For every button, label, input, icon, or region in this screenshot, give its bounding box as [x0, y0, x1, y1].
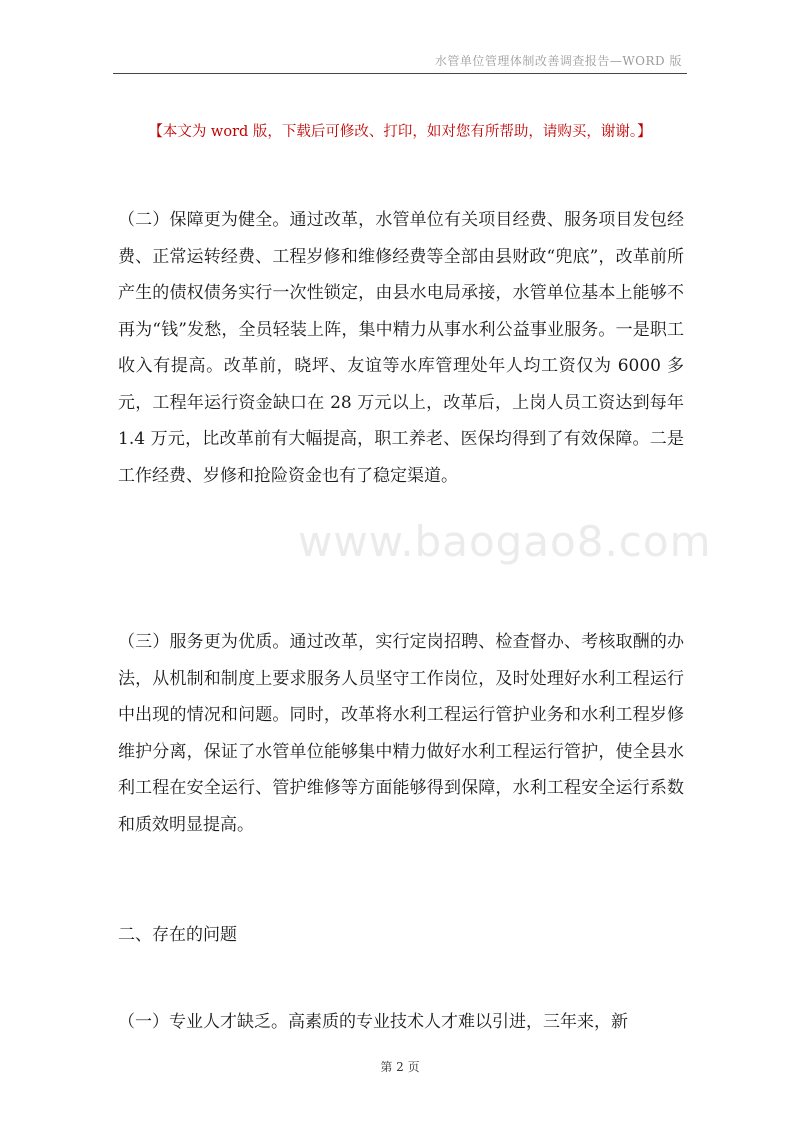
page-number: 第 2 页: [380, 1060, 420, 1074]
section-heading-problems: 二、存在的问题: [118, 925, 237, 945]
purchase-notice: 【本文为 word 版，下载后可修改、打印，如对您有所帮助，请购买，谢谢。】: [148, 124, 652, 140]
paragraph-guarantee: （二）保障更为健全。通过改革，水管单位有关项目经费、服务项目发包经费、正常运转经费、工程岁修和维修经费等全部由县财政“兜底”，改革前所产生的债权债务实行一次性锁定，由县水电局承接，水管单位基本上能够不再为“钱”发愁，全员轻装上阵，集中精力从事水利公益事业服务。一是职工收入有提高。改革前，晓坪、友谊等水库管理处年人均工资仅为 6000 多元，工程年运行资金缺口在 28 万元以上，改革后，上岗人员工资达到每年 1.4 万元，比改革前有大幅提高，职工养老、医保均得到了有效保障。二是工作经费、岁修和抢险资金也有了稳定渠道。: [118, 210, 684, 486]
header-divider: [113, 73, 687, 74]
watermark: www.baogao8.com: [298, 517, 712, 566]
paragraph-service: （三）服务更为优质。通过改革，实行定岗招聘、检查督办、考核取酬的办法，从机制和制度上要求服务人员坚守工作岗位，及时处理好水利工程运行中出现的情况和问题。同时，改革将水利工程运行管护业务和水利工程岁修维护分离，保证了水管单位能够集中精力做好水利工程运行管护，使全县水利工程在安全运行、管护维修等方面能够得到保障，水利工程安全运行系数和质效明显提高。: [118, 632, 684, 835]
paragraph-talent-shortage: （一）专业人才缺乏。高素质的专业技术人才难以引进，三年来，新: [118, 1012, 628, 1032]
header-title: 水管单位管理体制改善调查报告—WORD 版: [434, 54, 682, 68]
